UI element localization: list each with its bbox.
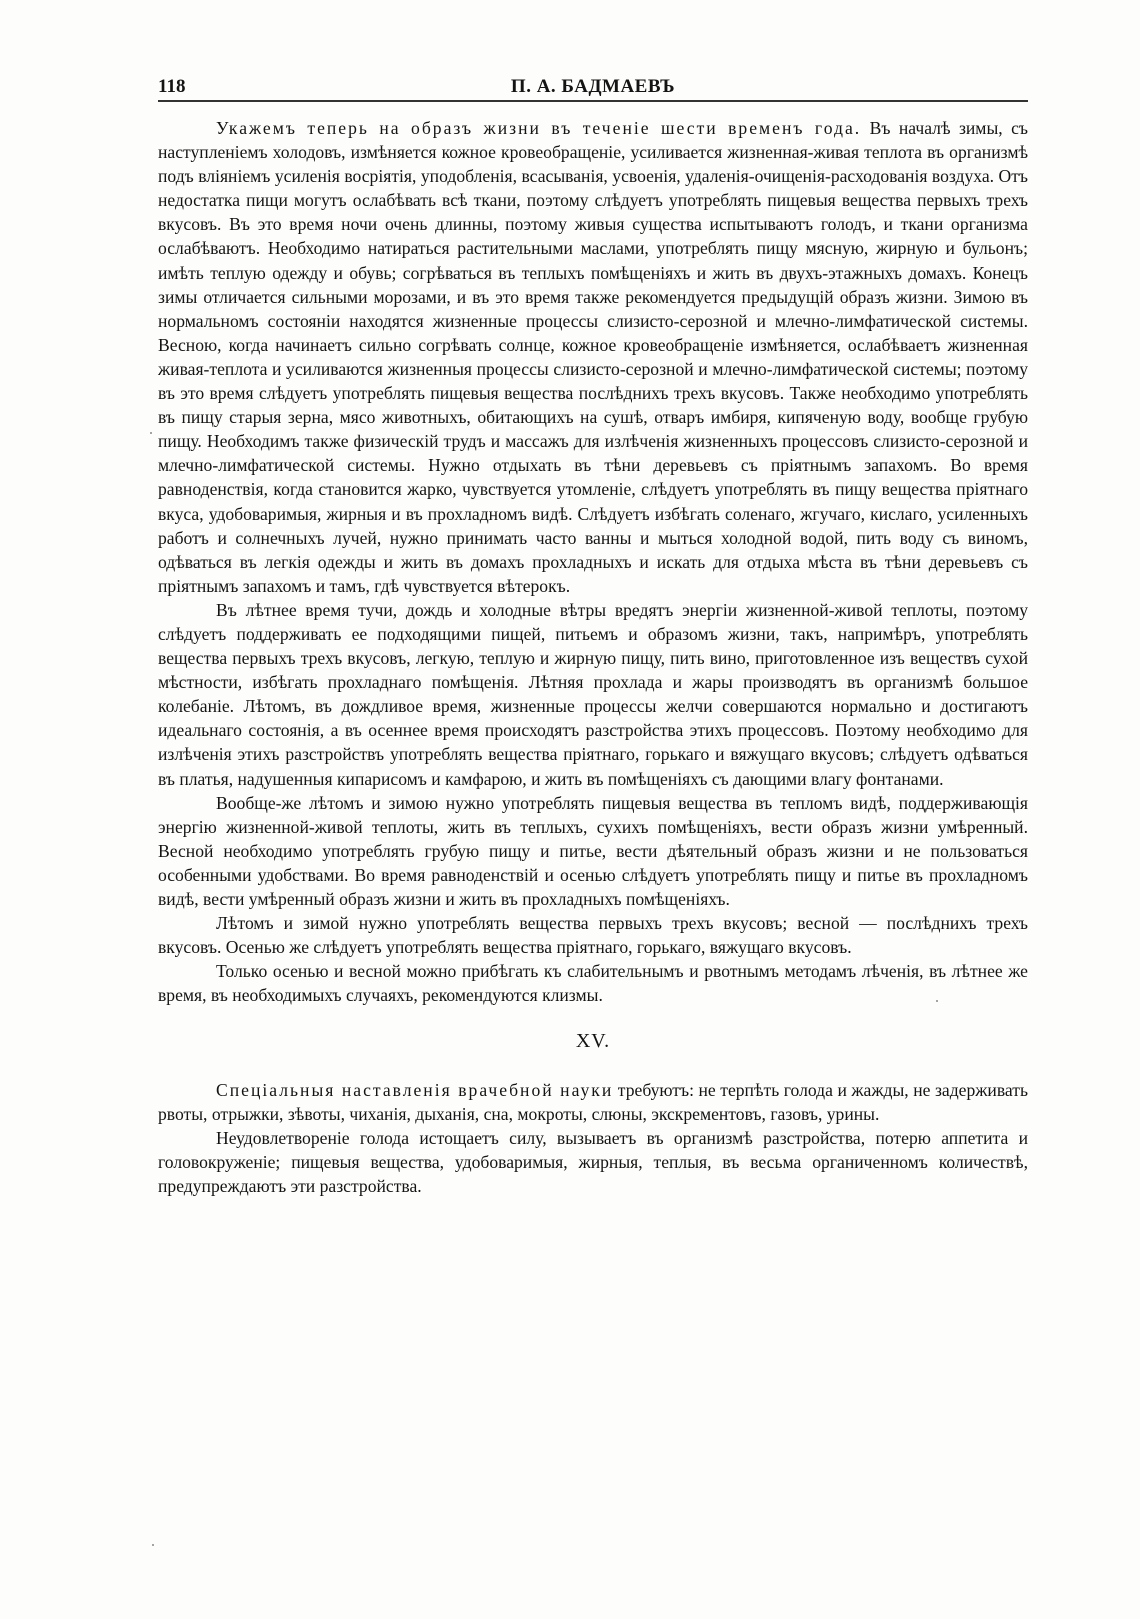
running-title: П. А. БАДМАЕВЪ (510, 76, 676, 97)
paragraph-text: Лѣтомъ и зимой нужно употреблять вещества первыхъ трехъ вкусовъ; весной — послѣднихъ трехъ вкусовъ. Осенью же слѣдуетъ употреблять вещества пріятнаго, горькаго, вяжущаго вкусовъ. (158, 913, 1028, 958)
scan-speck (152, 1544, 154, 1546)
paragraph-text: Въ лѣтнее время тучи, дождь и холодные вѣтры вредятъ энергіи жизненной-живой теплоты, поэтому слѣдуетъ поддерживать ее подходящими пищей, питьемъ и образомъ жизни, такъ, напримѣръ, употреблять вещества первыхъ трехъ вкусовъ, легкую, теплую и жирную пищу, пить вино, приготовленное изъ веществъ сухой мѣстности, избѣгать прохладнаго помѣщенія. Лѣтняя прохлада и жары производятъ въ организмѣ большое колебаніе. Лѣтомъ, въ дождливое время, жизненные процессы желчи совершаются нормально и достигаютъ идеальнаго состоянія, а въ осеннее время происходятъ разстройства этихъ процессовъ. Поэтому необходимо для излѣченія этихъ разстройствъ употреблять вещества пріятнаго, горькаго и вяжущаго вкусовъ; слѣдуетъ одѣваться въ платья, надушенныя кипарисомъ и камфарою, и жить въ помѣщеніяхъ съ дающими влагу фонтанами. (158, 599, 1028, 789)
paragraph (158, 959, 1028, 1007)
paragraph-text: требуютъ: не терпѣть голода и жажды, не задерживать рвоты, отрыжки, зѣвоты, чиханія, дыханія, сна, мокроты, слюны, экскрементовъ, газовъ, урины. (158, 1079, 1028, 1124)
paragraph-text: Только осенью и весной можно прибѣгать къ слабительнымъ и рвотнымъ методамъ лѣченія, въ лѣтнее же время, въ необходимыхъ случаяхъ, рекомендуются клизмы. (158, 961, 1028, 1006)
page-header (158, 72, 1028, 102)
paragraph (158, 598, 1028, 791)
paragraph (158, 791, 1028, 911)
paragraph (158, 1126, 1028, 1198)
section-heading: XV. (575, 1030, 611, 1053)
scan-speck (150, 432, 152, 434)
paragraph-lead: Укажемъ теперь на образъ жизни въ теченіе шести временъ года. (216, 118, 862, 138)
paragraph-lead: Спеціальныя наставленія врачебной науки (216, 1079, 614, 1100)
paragraph (158, 1078, 1028, 1126)
paragraph (158, 116, 1028, 598)
book-page (158, 72, 1028, 1198)
body-text (158, 116, 1028, 1198)
paragraph-text: Вообще-же лѣтомъ и зимою нужно употреблять пищевыя вещества въ тепломъ видѣ, поддерживающія энергію жизненной-живой теплоты, жить въ теплыхъ, сухихъ помѣщеніяхъ, вести образъ жизни умѣренный. Весной необходимо употреблять грубую пищу и питье, вести дѣятельный образъ жизни и не пользоваться особенными удобствами. Во время равноденствій и осенью слѣдуетъ употреблять пищу и питье въ прохладномъ видѣ, вести умѣренный образъ жизни и жить въ прохладныхъ помѣщеніяхъ. (158, 792, 1028, 909)
paragraph-text: Неудовлетвореніе голода истощаетъ силу, вызываетъ въ организмѣ разстройства, потерю аппетита и головокруженіе; пищевыя вещества, удобоваримыя, жирныя, теплыя, въ весьма органиченномъ количествѣ, предупреждаютъ эти разстройства. (158, 1127, 1028, 1196)
scan-speck (936, 1000, 938, 1002)
paragraph-text: Въ началѣ зимы, съ наступленіемъ холодовъ, измѣняется кожное кровеобращеніе, усиливается жизненная-живая теплота въ организмѣ подъ вліяніемъ усиленія восріятія, уподобленія, всасыванія, усвоенія, удаленія-очищенія-расходованія воздуха. Отъ недостатка пищи могутъ ослабѣвать всѣ ткани, поэтому слѣдуетъ употреблять пищевыя вещества первыхъ трехъ вкусовъ. Въ это время ночи очень длинны, поэтому живыя существа испытываютъ голодъ, и ткани организма ослабѣваютъ. Необходимо натираться растительными маслами, употреблять пищу мясную, жирную и бульонъ; имѣть теплую одежду и обувь; согрѣваться въ теплыхъ помѣщеніяхъ и жить въ двухъ-этажныхъ домахъ. Конецъ зимы отличается сильными морозами, и въ это время также рекомендуется предыдущій образъ жизни. Зимою въ нормальномъ состояніи находятся жизненные процессы слизисто-серозной и млечно-лимфатической системы. Весною, когда начинаетъ сильно согрѣвать солнце, кожное кровеобращеніе измѣняется, ослабѣваетъ жизненная живая-теплота и усиливаются жизненныя процессы слизисто-серозной и млечно-лимфатической системы; поэтому въ это время слѣдуетъ употреблять пищевыя вещества послѣднихъ трехъ вкусовъ. Также необходимо употреблять въ пищу старыя зерна, мясо животныхъ, обитающихъ на сушѣ, отваръ имбиря, кипяченую воду, вообще грубую пищу. Необходимъ также физическій трудъ и массажъ для излѣченія жизненныхъ процессовъ слизисто-серозной и млечно-лимфатической системы. Нужно отдыхать въ тѣни деревьевъ съ пріятнымъ запахомъ. Во время равноденствія, когда становится жарко, чувствуется утомленіе, слѣдуетъ употреблять въ пищу вещества пріятнаго вкуса, удобоваримыя, жирныя и въ прохладномъ видѣ. Слѣдуетъ избѣгать соленаго, жгучаго, кислаго, усиленныхъ работъ и солнечныхъ лучей, нужно принимать часто ванны и мыться холодной водой, пить воду съ виномъ, одѣваться въ легкія одежды и жить въ домахъ прохладныхъ и искать для отдыха мѣста въ тѣни деревьевъ съ пріятнымъ запахомъ и тамъ, гдѣ чувствуется вѣтерокъ. (158, 118, 1028, 596)
page-number: 118 (158, 76, 186, 97)
paragraph (158, 911, 1028, 959)
